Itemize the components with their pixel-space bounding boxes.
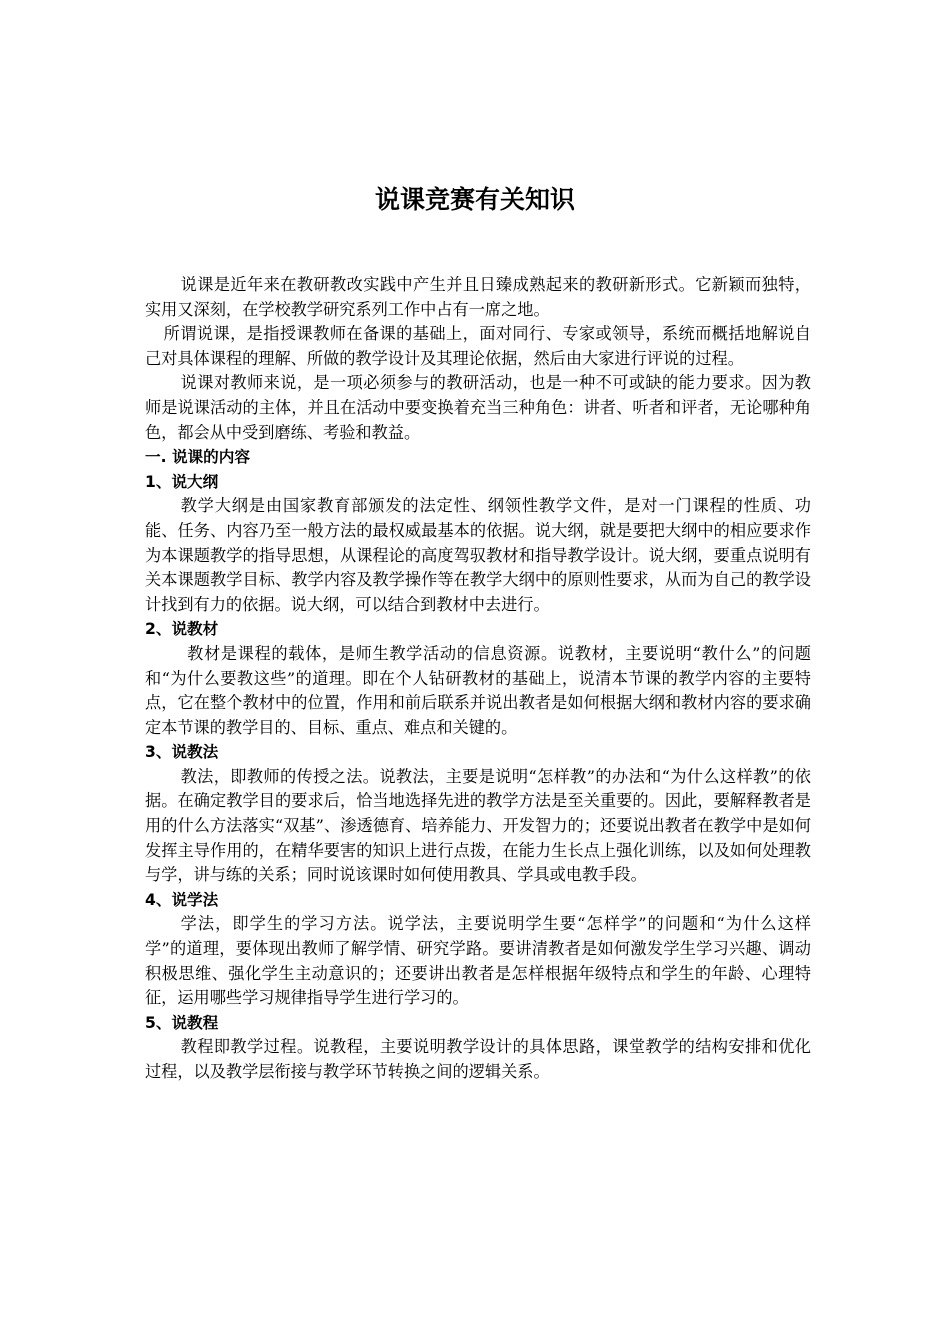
- subsection-paragraph-1: 教学大纲是由国家教育部颁发的法定性、纲领性教学文件，是对一门课程的性质、功能、任务、内容乃至一般方法的最权威最基本的依据。说大纲，就是要把大纲中的相应要求作为本课题教学的指导思想，从课程论的高度驾驭教材和指导教学设计。说大纲，要重点说明有关本课题教学目标、教学内容及教学操作等在教学大纲中的原则性要求，从而为自己的教学设计找到有力的依据。说大纲，可以结合到教材中去进行。: [145, 496, 811, 614]
- subsection-paragraph-5: 教程即教学过程。说教程，主要说明教学设计的具体思路，课堂教学的结构安排和优化过程，以及教学层衔接与教学环节转换之间的逻辑关系。: [145, 1037, 811, 1081]
- subsection-heading-4: 4、说学法: [145, 890, 219, 909]
- intro-paragraph-3: 说课对教师来说，是一项必须参与的教研活动，也是一种不可或缺的能力要求。因为教师是说课活动的主体，并且在活动中要变换着充当三种角色：讲者、听者和评者，无论哪种角色，都会从中受到磨练、考验和教益。: [145, 373, 811, 442]
- subsection-heading-3: 3、说教法: [145, 743, 219, 762]
- document-title: 说课竞赛有关知识: [374, 185, 575, 214]
- intro-paragraph-1: 说课是近年来在教研教改实践中产生并且日臻成熟起来的教研新形式。它新颖而独特，实用又深刻，在学校教学研究系列工作中占有一席之地。: [145, 275, 811, 319]
- document-body: [145, 273, 811, 1085]
- subsection-paragraph-3: 教法，即教师的传授之法。说教法，主要是说明“怎样教”的办法和“为什么这样教”的依据。在确定教学目的要求后，恰当地选择先进的教学方法是至关重要的。因此，要解释教者是用的什么方法落实“双基”、渗透德育、培养能力、开发智力的；还要说出教者在教学中是如何发挥主导作用的，在精华要害的知识上进行点拨，在能力生长点上强化训练，以及如何处理教与学，讲与练的关系；同时说该课时如何使用教具、学具或电教手段。: [145, 766, 811, 885]
- intro-paragraph-2: 所谓说课，是指授课教师在备课的基础上，面对同行、专家或领导，系统而概括地解说自己对具体课程的理解、所做的教学设计及其理论依据，然后由大家进行评说的过程。: [145, 324, 811, 368]
- subsection-heading-2: 2、说教材: [145, 620, 219, 639]
- subsection-paragraph-4: 学法，即学生的学习方法。说学法，主要说明学生要“怎样学”的问题和“为什么这样学”的道理，要体现出教师了解学情、研究学路。要讲清教者是如何激发学生学习兴趣、调动积极思维、强化学生主动意识的；还要讲出教者是怎样根据年级特点和学生的年龄、心理特征，运用哪些学习规律指导学生进行学习的。: [145, 914, 811, 1008]
- subsection-paragraph-2: 教材是课程的载体，是师生教学活动的信息资源。说教材，主要说明“教什么”的问题和“为什么要教这些”的道理。即在个人钻研教材的基础上，说清本节课的教学内容的主要特点，它在整个教材中的位置，作用和前后联系并说出教者是如何根据大纲和教材内容的要求确定本节课的教学目的、目标、重点、难点和关键的。: [145, 643, 811, 737]
- section-heading: 一. 说课的内容: [145, 448, 250, 467]
- subsection-heading-1: 1、说大纲: [145, 472, 219, 491]
- subsection-heading-5: 5、说教程: [145, 1013, 219, 1032]
